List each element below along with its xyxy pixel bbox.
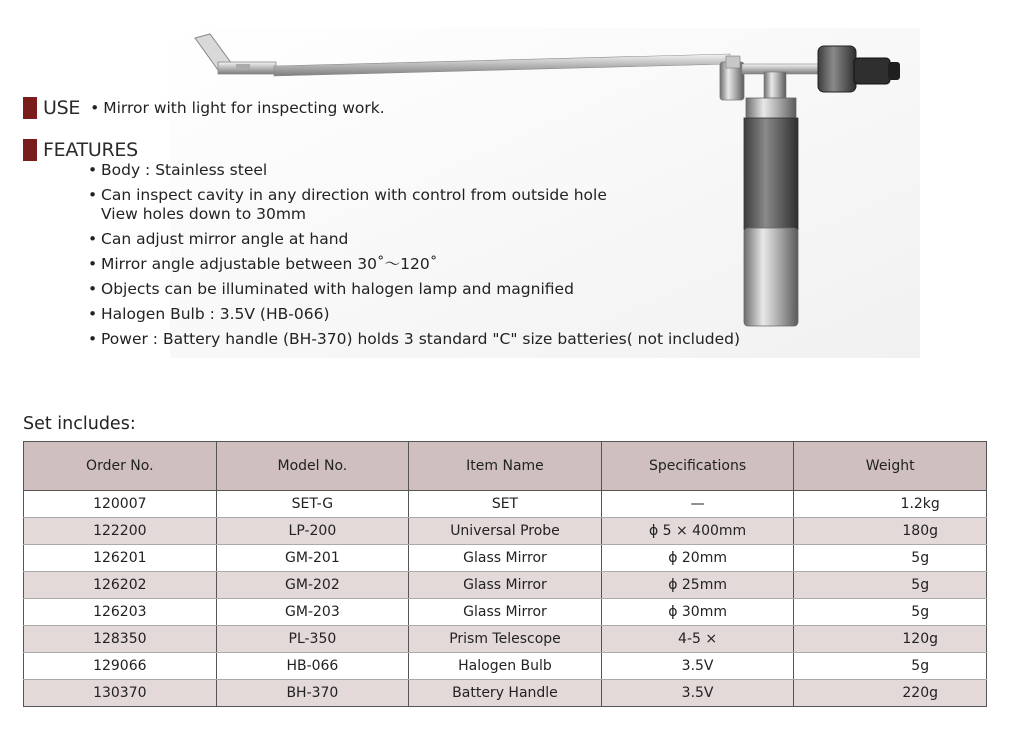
item-name-cell: Universal Probe bbox=[409, 518, 602, 545]
header-item-name: Item Name bbox=[409, 442, 602, 491]
bullet-icon: • bbox=[88, 161, 98, 179]
header-model-no: Model No. bbox=[216, 442, 409, 491]
weight-cell: 1.2kg bbox=[794, 491, 987, 518]
feature-item: • Can inspect cavity in any direction with control from outside hole View holes down to 30mm bbox=[88, 186, 607, 223]
model-no-cell: GM-203 bbox=[216, 599, 409, 626]
spec-cell: ϕ 20mm bbox=[601, 545, 794, 572]
bullet-icon: • bbox=[88, 280, 98, 298]
order-no-cell: 126203 bbox=[24, 599, 217, 626]
model-no-cell: HB-066 bbox=[216, 653, 409, 680]
header-weight: Weight bbox=[794, 442, 987, 491]
model-no-cell: SET-G bbox=[216, 491, 409, 518]
features-title: FEATURES bbox=[43, 139, 138, 161]
use-text: Mirror with light for inspecting work. bbox=[103, 99, 385, 117]
weight-cell: 220g bbox=[794, 680, 987, 707]
spec-cell: ϕ 5 × 400mm bbox=[601, 518, 794, 545]
feature-item: • Mirror angle adjustable between 30˚～120˚ bbox=[88, 255, 438, 273]
weight-cell: 5g bbox=[794, 572, 987, 599]
header-specifications: Specifications bbox=[601, 442, 794, 491]
table-header-row bbox=[24, 442, 987, 491]
table-row bbox=[24, 680, 987, 707]
table-row bbox=[24, 545, 987, 572]
item-name-cell: Halogen Bulb bbox=[409, 653, 602, 680]
order-no-cell: 130370 bbox=[24, 680, 217, 707]
order-no-cell: 129066 bbox=[24, 653, 217, 680]
feature-item: • Can adjust mirror angle at hand bbox=[88, 230, 349, 248]
spec-cell: ϕ 30mm bbox=[601, 599, 794, 626]
section-marker bbox=[23, 139, 37, 161]
model-no-cell: GM-202 bbox=[216, 572, 409, 599]
section-marker bbox=[23, 97, 37, 119]
weight-cell: 5g bbox=[794, 545, 987, 572]
item-name-cell: SET bbox=[409, 491, 602, 518]
feature-item: • Objects can be illuminated with halogen lamp and magnified bbox=[88, 280, 574, 298]
spec-cell: — bbox=[601, 491, 794, 518]
use-title: USE bbox=[43, 97, 81, 119]
feature-item: • Halogen Bulb : 3.5V (HB-066) bbox=[88, 305, 330, 323]
feature-item: • Body : Stainless steel bbox=[88, 161, 268, 179]
model-no-cell: GM-201 bbox=[216, 545, 409, 572]
features-list bbox=[88, 161, 768, 355]
order-no-cell: 126202 bbox=[24, 572, 217, 599]
table-row bbox=[24, 653, 987, 680]
table-row bbox=[24, 626, 987, 653]
spec-cell: ϕ 25mm bbox=[601, 572, 794, 599]
use-description bbox=[90, 99, 385, 117]
order-no-cell: 128350 bbox=[24, 626, 217, 653]
bullet-icon: • bbox=[88, 305, 98, 323]
weight-cell: 5g bbox=[794, 599, 987, 626]
spec-cell: 3.5V bbox=[601, 680, 794, 707]
order-no-cell: 122200 bbox=[24, 518, 217, 545]
model-no-cell: LP-200 bbox=[216, 518, 409, 545]
use-section bbox=[23, 97, 385, 119]
bullet-icon: • bbox=[88, 330, 98, 348]
header-order-no: Order No. bbox=[24, 442, 217, 491]
bullet-icon: • bbox=[88, 255, 98, 273]
bullet-icon: • bbox=[88, 230, 98, 248]
spec-cell: 4-5 × bbox=[601, 626, 794, 653]
table-row bbox=[24, 599, 987, 626]
bullet-icon: • bbox=[88, 186, 98, 204]
table-row bbox=[24, 491, 987, 518]
features-heading bbox=[23, 139, 138, 161]
item-name-cell: Prism Telescope bbox=[409, 626, 602, 653]
order-no-cell: 126201 bbox=[24, 545, 217, 572]
model-no-cell: BH-370 bbox=[216, 680, 409, 707]
set-includes-title: Set includes: bbox=[23, 414, 136, 434]
bullet-icon: • bbox=[90, 99, 100, 117]
weight-cell: 180g bbox=[794, 518, 987, 545]
table-row bbox=[24, 572, 987, 599]
item-name-cell: Glass Mirror bbox=[409, 572, 602, 599]
spec-cell: 3.5V bbox=[601, 653, 794, 680]
table-row bbox=[24, 518, 987, 545]
item-name-cell: Battery Handle bbox=[409, 680, 602, 707]
weight-cell: 120g bbox=[794, 626, 987, 653]
item-name-cell: Glass Mirror bbox=[409, 545, 602, 572]
feature-item: • Power : Battery handle (BH-370) holds 3 standard "C" size batteries( not included) bbox=[88, 330, 741, 348]
model-no-cell: PL-350 bbox=[216, 626, 409, 653]
set-table bbox=[23, 441, 987, 707]
item-name-cell: Glass Mirror bbox=[409, 599, 602, 626]
order-no-cell: 120007 bbox=[24, 491, 217, 518]
weight-cell: 5g bbox=[794, 653, 987, 680]
